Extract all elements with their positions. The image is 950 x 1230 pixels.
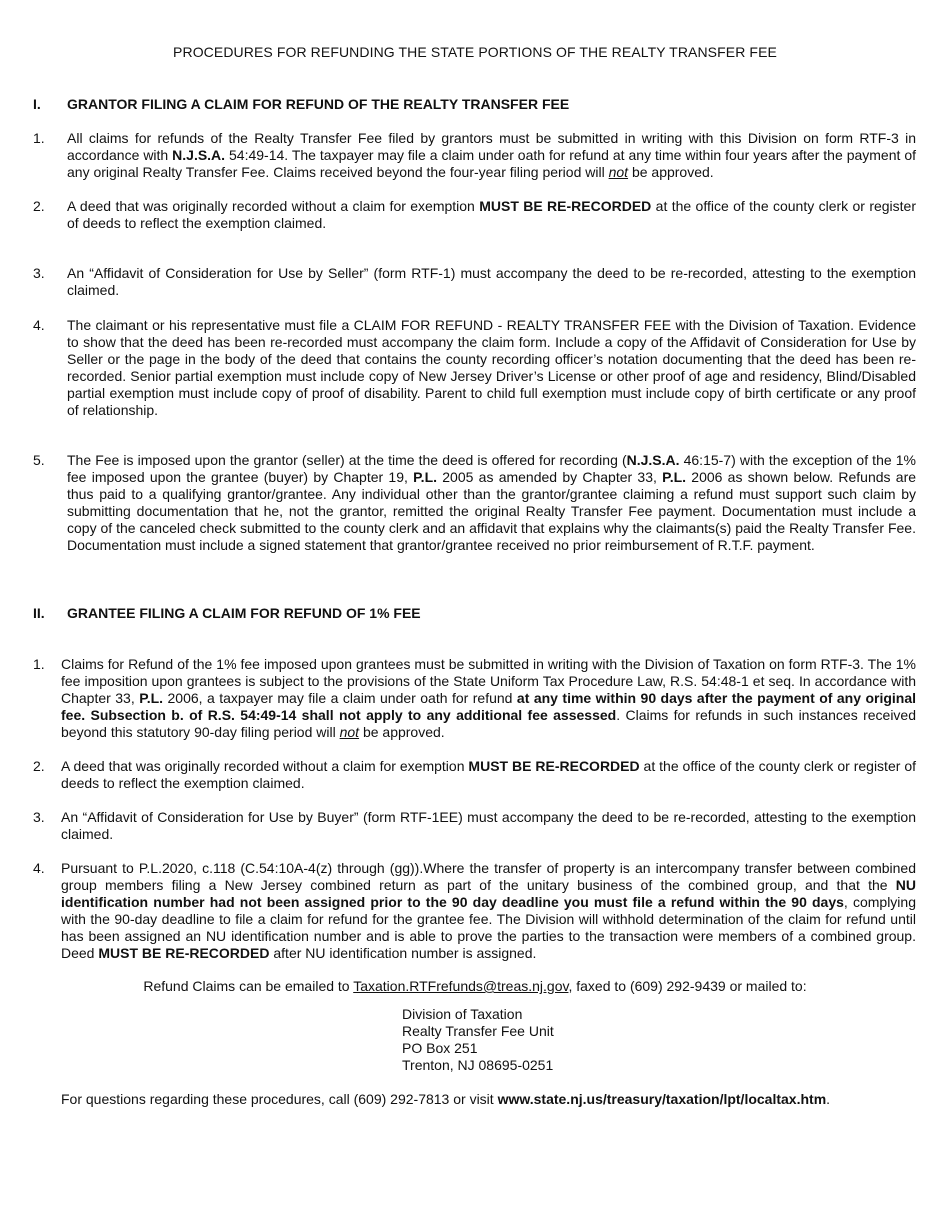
section-2-item-2	[33, 758, 916, 792]
section-1-item-4	[33, 317, 916, 419]
section-1-item-3	[33, 265, 916, 299]
item-number: 4.	[33, 317, 45, 333]
item-number: 2.	[33, 758, 45, 774]
item-text: The Fee is imposed upon the grantor (seller) at the time the deed is offered for recording (N.J.S.A. 46:15-7) with the exception of the 1% fee imposed upon the grantee (buyer) by Chapter 19, P.L. 2005 as amended by Chapter 33, P.L. 2006 as shown below. Refunds are thus paid to a qualifying grantor/grantee. Any individual other than the grantor/grantee claiming a refund must support such claim by submitting documentation that he, not the grantor, remitted the original Realty Transfer Fee payment. Documentation must include a copy of the canceled check submitted to the county clerk and an affidavit that explains why the claimants(s) paid the Realty Transfer Fee. Documentation must include a signed statement that grantor/grantee received no prior reimbursement of R.T.F. payment.	[67, 452, 917, 553]
item-text: An “Affidavit of Consideration for Use by Buyer” (form RTF-1EE) must accompany the deed to be re-recorded, attesting to the exemption claimed.	[61, 809, 916, 842]
address-line: PO Box 251	[402, 1040, 478, 1056]
item-number: 1.	[33, 130, 45, 146]
refund-contact-line: Refund Claims can be emailed to Taxation.RTFrefunds@treas.nj.gov, faxed to (609) 292-9439 or mailed to:	[143, 978, 807, 994]
section-1-item-5	[33, 452, 917, 554]
section-2-numeral: II.	[33, 605, 45, 621]
footer-questions: For questions regarding these procedures, call (609) 292-7813 or visit www.state.nj.us/treasury/taxation/lpt/localtax.htm.	[61, 1091, 831, 1107]
item-number: 3.	[33, 809, 45, 825]
section-2-item-1	[33, 656, 916, 741]
section-2-title: GRANTEE FILING A CLAIM FOR REFUND OF 1% FEE	[67, 605, 421, 621]
section-2-item-4	[33, 860, 916, 962]
item-text: A deed that was originally recorded without a claim for exemption MUST BE RE-RECORDED at the office of the county clerk or register of deeds to reflect the exemption claimed.	[67, 198, 916, 231]
section-1-item-2	[33, 198, 916, 232]
website-link[interactable]: www.state.nj.us/treasury/taxation/lpt/localtax.htm	[497, 1091, 827, 1107]
address-line: Trenton, NJ 08695-0251	[402, 1057, 554, 1073]
item-text: An “Affidavit of Consideration for Use by Seller” (form RTF-1) must accompany the deed to be re-recorded, attesting to the exemption claimed.	[67, 265, 916, 298]
item-text: Pursuant to P.L.2020, c.118 (C.54:10A-4(z) through (gg)).Where the transfer of property is an intercompany transfer between combined group members filing a New Jersey combined return as part of the unitary business of the combined group, and that the NU identification number had not been assigned prior to the 90 day deadline you must file a refund within the 90 days, complying with the 90-day deadline to file a claim for refund for the grantee fee. The Division will withhold determination of the claim for refund until has been assigned an NU identification number and is able to prove the parties to the transaction were members of a combined group. Deed MUST BE RE-RECORDED after NU identification number is assigned.	[61, 860, 916, 961]
item-text: Claims for Refund of the 1% fee imposed upon grantees must be submitted in writing with the Division of Taxation on form RTF-3. The 1% fee imposition upon grantees is subject to the provisions of the State Uniform Tax Procedure Law, R.S. 54:48-1 et seq. In accordance with Chapter 33, P.L. 2006, a taxpayer may file a claim under oath for refund at any time within 90 days after the payment of any original fee. Subsection b. of R.S. 54:49-14 shall not apply to any additional fee assessed. Claims for refunds in such instances received beyond this statutory 90-day filing period will not be approved.	[61, 656, 916, 740]
section-2-item-3	[33, 809, 916, 843]
item-text: All claims for refunds of the Realty Transfer Fee filed by grantors must be submitted in writing with this Division on form RTF-3 in accordance with N.J.S.A. 54:49-14. The taxpayer may file a claim under oath for refund at any time within four years after the payment of any original Realty Transfer Fee. Claims received beyond the four-year filing period will not be approved.	[67, 130, 916, 180]
address-line: Division of Taxation	[402, 1006, 523, 1022]
page-title: PROCEDURES FOR REFUNDING THE STATE PORTIONS OF THE REALTY TRANSFER FEE	[173, 44, 777, 60]
section-1-item-1	[33, 130, 916, 181]
item-number: 1.	[33, 656, 45, 672]
section-1-title: GRANTOR FILING A CLAIM FOR REFUND OF THE REALTY TRANSFER FEE	[67, 96, 570, 112]
item-number: 4.	[33, 860, 45, 876]
item-number: 2.	[33, 198, 45, 214]
item-text: The claimant or his representative must file a CLAIM FOR REFUND - REALTY TRANSFER FEE with the Division of Taxation. Evidence to show that the deed has been re-recorded must accompany the claim form. Include a copy of the Affidavit of Consideration for Use by Seller or the page in the body of the deed that contains the county recording officer’s notation documenting that the deed has been re-recorded. Senior partial exemption must include copy of New Jersey Driver’s License or other proof of age and residency, Blind/Disabled partial exemption must include copy of proof of disability. Parent to child full exemption must include copy of birth certificate or any proof of relationship.	[67, 317, 916, 418]
address-line: Realty Transfer Fee Unit	[402, 1023, 554, 1039]
item-number: 5.	[33, 452, 45, 468]
item-number: 3.	[33, 265, 45, 281]
refund-email-link[interactable]: Taxation.RTFrefunds@treas.nj.gov	[353, 978, 569, 994]
mailing-address	[402, 1006, 554, 1074]
item-text: A deed that was originally recorded without a claim for exemption MUST BE RE-RECORDED at the office of the county clerk or register of deeds to reflect the exemption claimed.	[61, 758, 916, 791]
section-1-numeral: I.	[33, 96, 41, 112]
